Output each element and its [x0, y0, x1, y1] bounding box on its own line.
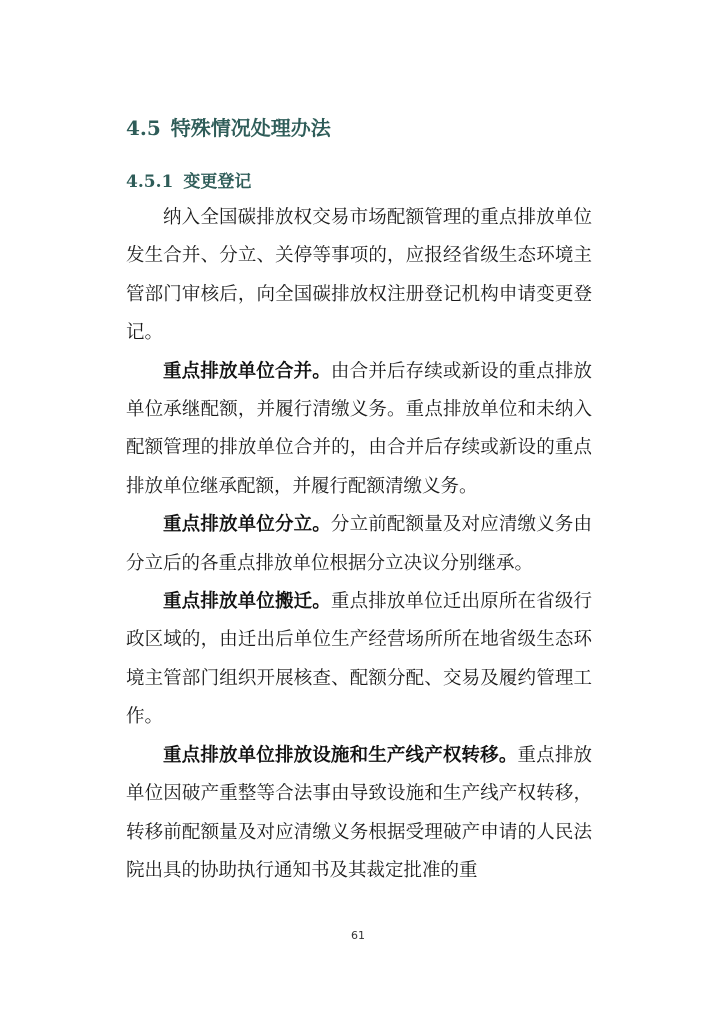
- paragraph-lead: 重点排放单位合并。: [163, 360, 331, 382]
- paragraph-text: 重点排放单位因破产重整等合法事由导致设施和生产线产权转移，转移前配额量及对应清缴义务根据受理破产申请的人民法院出具的协助执行通知书及其裁定批准的重: [126, 744, 592, 881]
- paragraph: [126, 199, 592, 353]
- subsection-heading: [126, 167, 251, 192]
- paragraph-lead: 重点排放单位搬迁。: [163, 591, 331, 613]
- body-text: [126, 199, 592, 890]
- paragraph: [126, 737, 592, 891]
- page-number: 61: [351, 929, 365, 942]
- paragraph-lead: 重点排放单位分立。: [163, 514, 331, 536]
- paragraph: [126, 506, 592, 583]
- paragraph: [126, 353, 592, 507]
- subsection-title: 变更登记: [183, 172, 252, 192]
- paragraph-lead: 重点排放单位排放设施和生产线产权转移。: [163, 744, 518, 766]
- subsection-number: 4.5.1: [126, 172, 174, 192]
- section-heading: [126, 112, 331, 141]
- paragraph-text: 重点排放单位迁出原所在省级行政区域的，由迁出后单位生产经营场所所在地省级生态环境主管部门组织开展核查、配额分配、交易及履约管理工作。: [126, 591, 592, 728]
- section-number: 4.5: [126, 116, 161, 140]
- section-title: 特殊情况处理办法: [170, 116, 331, 140]
- paragraph-text: 纳入全国碳排放权交易市场配额管理的重点排放单位发生合并、分立、关停等事项的，应报经省级生态环境主管部门审核后，向全国碳排放权注册登记机构申请变更登记。: [126, 207, 592, 344]
- paragraph: [126, 583, 592, 737]
- paragraph-text: 由合并后存续或新设的重点排放单位承继配额，并履行清缴义务。重点排放单位和未纳入配额管理的排放单位合并的，由合并后存续或新设的重点排放单位继承配额，并履行配额清缴义务。: [126, 360, 592, 497]
- paragraph-text: 分立前配额量及对应清缴义务由分立后的各重点排放单位根据分立决议分别继承。: [126, 514, 592, 574]
